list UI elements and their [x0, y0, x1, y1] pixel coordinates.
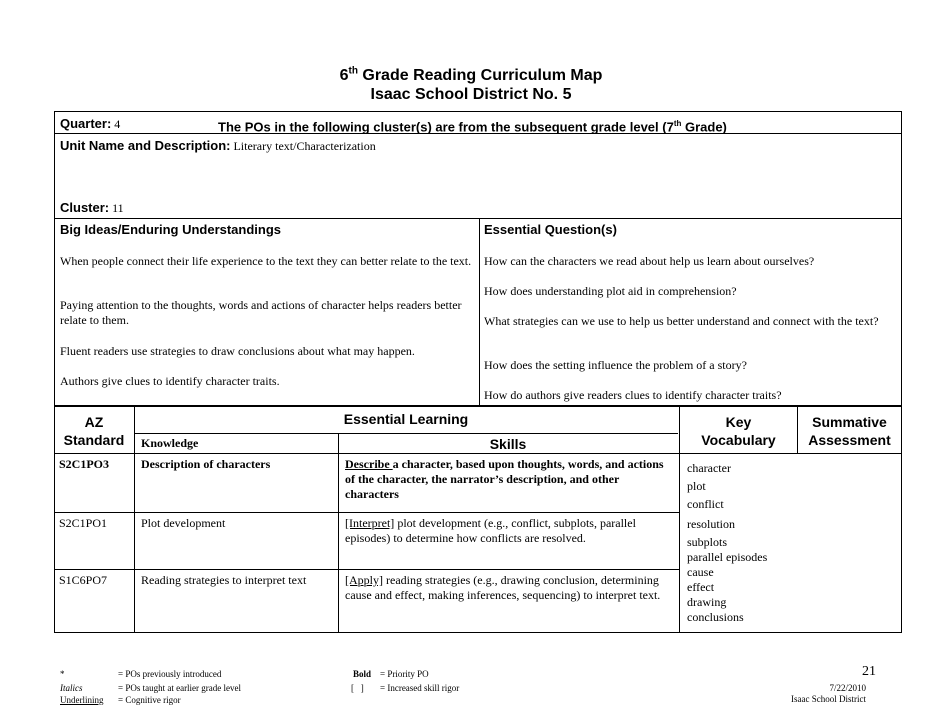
big-idea-item: Paying attention to the thoughts, words and actions of character helps readers better relate to them.	[60, 298, 462, 327]
grid-line	[54, 218, 902, 219]
row-knowledge: Plot development	[141, 516, 226, 530]
summative-assessment-header: Summative Assessment	[808, 414, 891, 448]
big-idea-item: Fluent readers use strategies to draw conclusions about what may happen.	[60, 344, 415, 358]
unit-value: Literary text/Characterization	[233, 139, 376, 153]
key-vocabulary-header: Key Vocabulary	[701, 414, 776, 448]
title-line-2: Isaac School District No. 5	[370, 86, 572, 103]
quarter-value: 4	[114, 117, 121, 131]
quarter-field	[60, 116, 120, 132]
essential-question-item: How can the characters we read about help us learn about ourselves?	[484, 254, 815, 268]
footer-date: 7/22/2010	[829, 683, 866, 693]
grid-line	[901, 111, 902, 633]
vocab-term: plot	[687, 479, 706, 493]
row-knowledge: Reading strategies to interpret text	[141, 573, 307, 587]
grid-line	[54, 453, 902, 454]
legend-symbol: [ ]	[351, 683, 364, 693]
az-standard-header: AZ Standard	[63, 414, 125, 448]
legend-symbol: Italics	[60, 683, 83, 693]
legend-desc: = POs taught at earlier grade level	[118, 683, 242, 693]
cluster-value: 11	[112, 201, 124, 215]
grid-line	[54, 111, 55, 633]
grid-line	[134, 433, 678, 434]
vocab-term: drawing	[687, 595, 727, 609]
big-idea-item: When people connect their life experience to the text they can better relate to the text.	[60, 254, 472, 268]
grid-line	[479, 218, 480, 406]
big-ideas-heading: Big Ideas/Enduring Understandings	[60, 222, 282, 237]
vocab-term: conclusions	[687, 610, 744, 624]
quarter-label: Quarter:	[60, 116, 112, 131]
row-skill: [Apply] reading strategies (e.g., drawing conclusion, determining cause and effect, making inferences, sequencing) to interpret text.	[345, 573, 661, 602]
row-skill: [Interpret] plot development (e.g., conflict, subplots, parallel episodes) to determine how conflicts are resolved.	[345, 516, 636, 545]
knowledge-header: Knowledge	[141, 436, 199, 450]
vocab-term: character	[687, 461, 731, 475]
vocab-term: conflict	[687, 497, 724, 511]
legend-desc: = POs previously introduced	[118, 669, 222, 679]
grid-line	[54, 512, 680, 513]
grid-line	[54, 405, 902, 407]
legend-desc: = Increased skill rigor	[380, 683, 460, 693]
row-knowledge: Description of characters	[141, 457, 271, 471]
grid-line	[54, 632, 902, 633]
vocab-term: effect	[687, 580, 715, 594]
title-line-1: 6th Grade Reading Curriculum Map	[339, 65, 603, 84]
essential-questions-heading: Essential Question(s)	[484, 222, 617, 237]
cluster-label: Cluster:	[60, 200, 110, 215]
document-title	[0, 66, 942, 104]
big-idea-item: Authors give clues to identify character traits.	[60, 374, 280, 388]
essential-learning-header: Essential Learning	[343, 411, 469, 427]
grid-line	[134, 405, 135, 633]
quarter-note: The POs in the following cluster(s) are from the subsequent grade level (7th Grade)	[218, 119, 727, 135]
legend-desc: = Priority PO	[380, 669, 429, 679]
grid-line	[338, 433, 339, 633]
essential-question-item: How does understanding plot aid in comprehension?	[484, 284, 737, 298]
essential-question-item: What strategies can we use to help us better understand and connect with the text?	[484, 314, 879, 328]
skills-header: Skills	[489, 436, 527, 452]
row-standard: S1C6PO7	[59, 573, 108, 587]
vocab-term: parallel episodes	[687, 550, 768, 564]
legend-symbol: Underlining	[60, 695, 104, 705]
row-standard: S2C1PO3	[59, 457, 110, 471]
grid-line	[54, 569, 680, 570]
page-number: 21	[862, 664, 876, 679]
vocab-term: resolution	[687, 517, 735, 531]
unit-field	[60, 138, 376, 154]
cluster-field	[60, 200, 124, 216]
essential-question-item: How does the setting influence the problem of a story?	[484, 358, 747, 372]
vocab-term: cause	[687, 565, 714, 579]
row-skill: Describe a character, based upon thoughts, words, and actions of the character, the narrator’s description, and other characters	[345, 457, 664, 501]
vocab-term: subplots	[687, 535, 728, 549]
grid-line	[54, 111, 902, 112]
row-standard: S2C1PO1	[59, 516, 108, 530]
legend-symbol: Bold	[353, 669, 372, 679]
unit-label: Unit Name and Description:	[60, 138, 231, 153]
legend-desc: = Cognitive rigor	[118, 695, 181, 705]
essential-question-item: How do authors give readers clues to identify character traits?	[484, 388, 782, 402]
footer-district: Isaac School District	[791, 694, 866, 704]
legend-symbol: *	[60, 669, 65, 679]
